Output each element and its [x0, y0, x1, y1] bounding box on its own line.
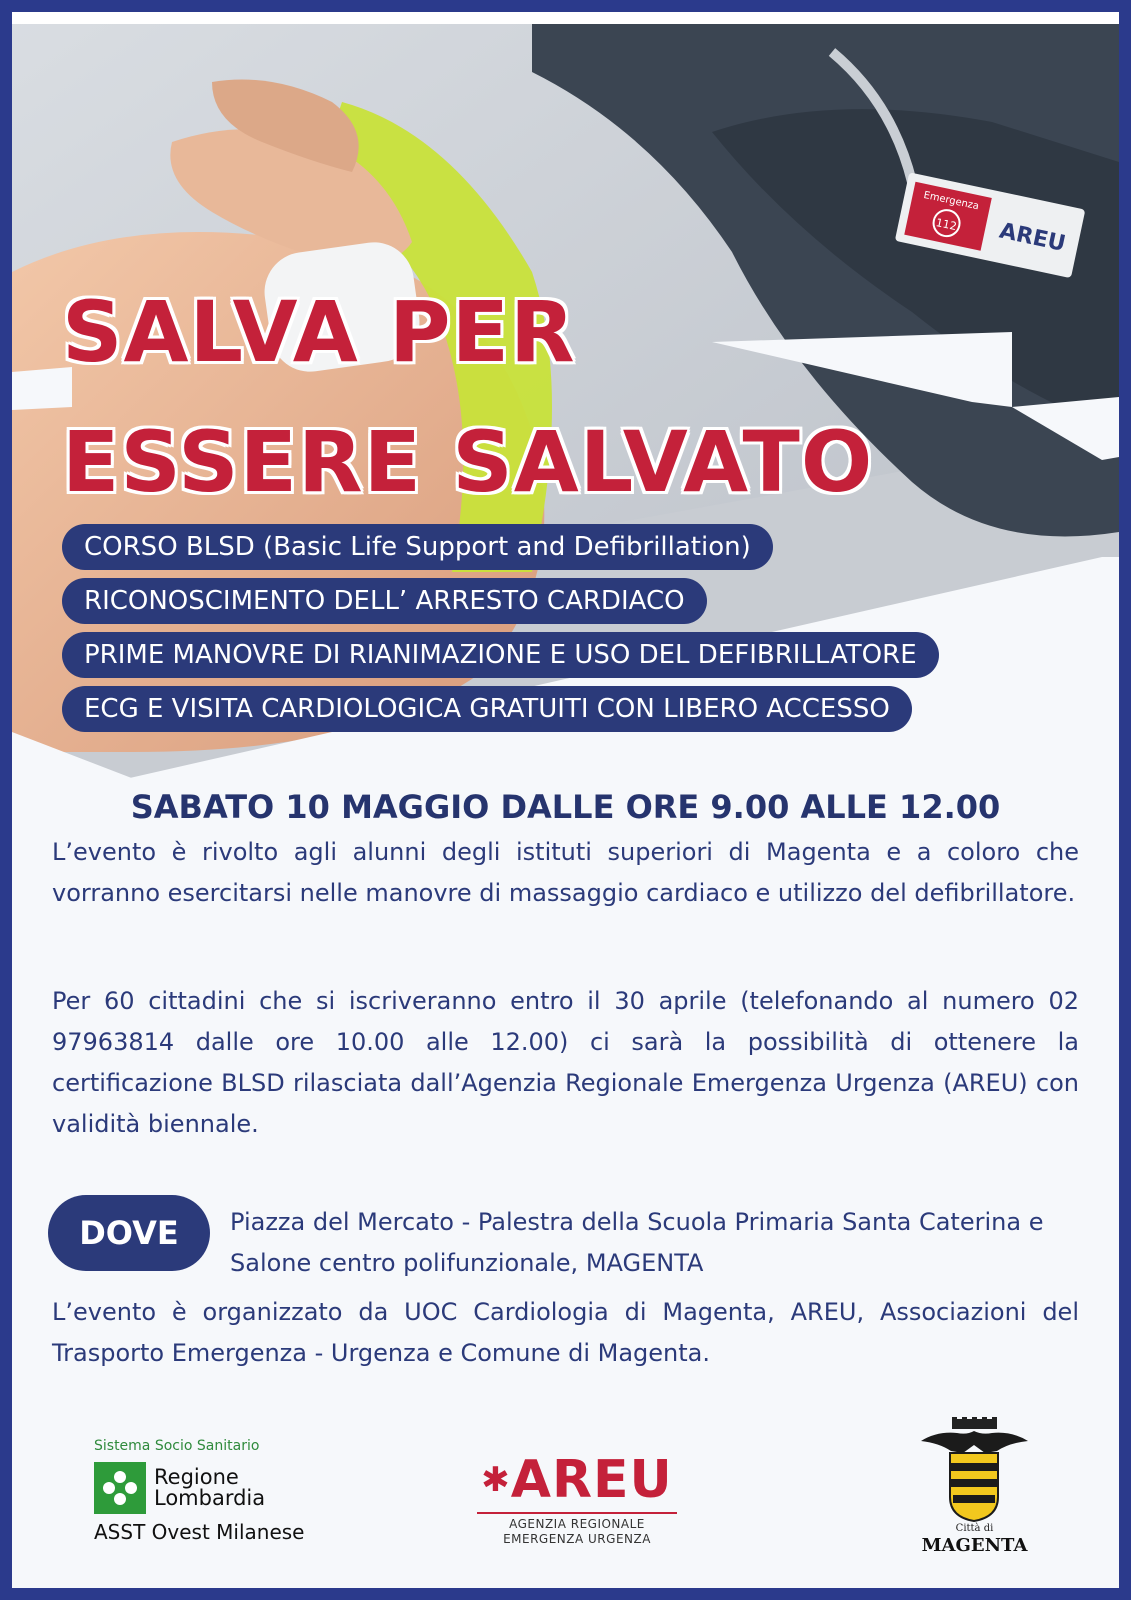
magenta-city-label: Città di — [955, 1523, 994, 1534]
region-name-1: Regione — [154, 1465, 239, 1489]
patch-brand: AREU — [997, 218, 1068, 257]
pill-cardiac-arrest: RICONOSCIMENTO DELL’ ARRESTO CARDIACO — [62, 578, 707, 624]
patch-label: Emergenza — [922, 189, 980, 213]
magenta-crest-icon — [917, 1417, 1032, 1523]
pill-resuscitation: PRIME MANOVRE DI RIANIMAZIONE E USO DEL DEFIBRILLATORE — [62, 632, 939, 678]
registration-paragraph: Per 60 cittadini che si iscriveranno entro il 30 aprile (telefonando al numero 02 97963814 dalle ore 10.00 alle 12.00) ci sarà la possibilità di ottenere la certificazione BLSD rilasciata dall’Agenzia Regionale Emergenza Urgenza (AREU) con validità biennale. — [52, 987, 1079, 1138]
lombardia-cross-icon — [94, 1462, 146, 1514]
where-text: Piazza del Mercato - Palestra della Scuola Primaria Santa Caterina e Salone centro polifunzionale, MAGENTA — [230, 1208, 1044, 1277]
magenta-name: MAGENTA — [921, 1535, 1028, 1556]
event-date: SABATO 10 MAGGIO DALLE ORE 9.00 ALLE 12.00 — [130, 788, 1001, 826]
system-label: Sistema Socio Sanitario — [94, 1438, 260, 1454]
pill-ecg-visit: ECG E VISITA CARDIOLOGICA GRATUITI CON LIBERO ACCESSO — [62, 686, 912, 732]
title-line-1: SALVA PER — [62, 283, 576, 381]
patch-number: 112 — [934, 216, 958, 234]
intro-paragraph: L’evento è rivolto agli alunni degli istituti superiori di Magenta e a coloro che vorranno esercitarsi nelle manovre di massaggio cardiaco e utilizzo del defibrillatore. — [52, 838, 1079, 907]
title-line-2: ESSERE SALVATO — [62, 413, 874, 511]
areu-name: AREU — [510, 1450, 673, 1510]
areu-subtitle-2: EMERGENZA URGENZA — [503, 1532, 651, 1546]
event-title — [62, 267, 873, 527]
asterisk-icon: ✱ — [481, 1460, 511, 1500]
areu-logo — [467, 1452, 687, 1547]
citta-di-magenta-logo — [917, 1417, 1032, 1557]
region-name-2: Lombardia — [154, 1486, 266, 1510]
pill-course-blsd: CORSO BLSD (Basic Life Support and Defibrillation) — [62, 524, 773, 570]
areu-subtitle-1: AGENZIA REGIONALE — [509, 1517, 645, 1531]
asst-label: ASST Ovest Milanese — [94, 1520, 305, 1544]
regione-lombardia-logo — [94, 1438, 334, 1544]
organizers-paragraph: L’evento è organizzato da UOC Cardiologia di Magenta, AREU, Associazioni del Trasporto Emergenza - Urgenza e Comune di Magenta. — [52, 1298, 1079, 1367]
where-badge: DOVE — [48, 1195, 210, 1271]
areu-divider — [477, 1512, 677, 1514]
